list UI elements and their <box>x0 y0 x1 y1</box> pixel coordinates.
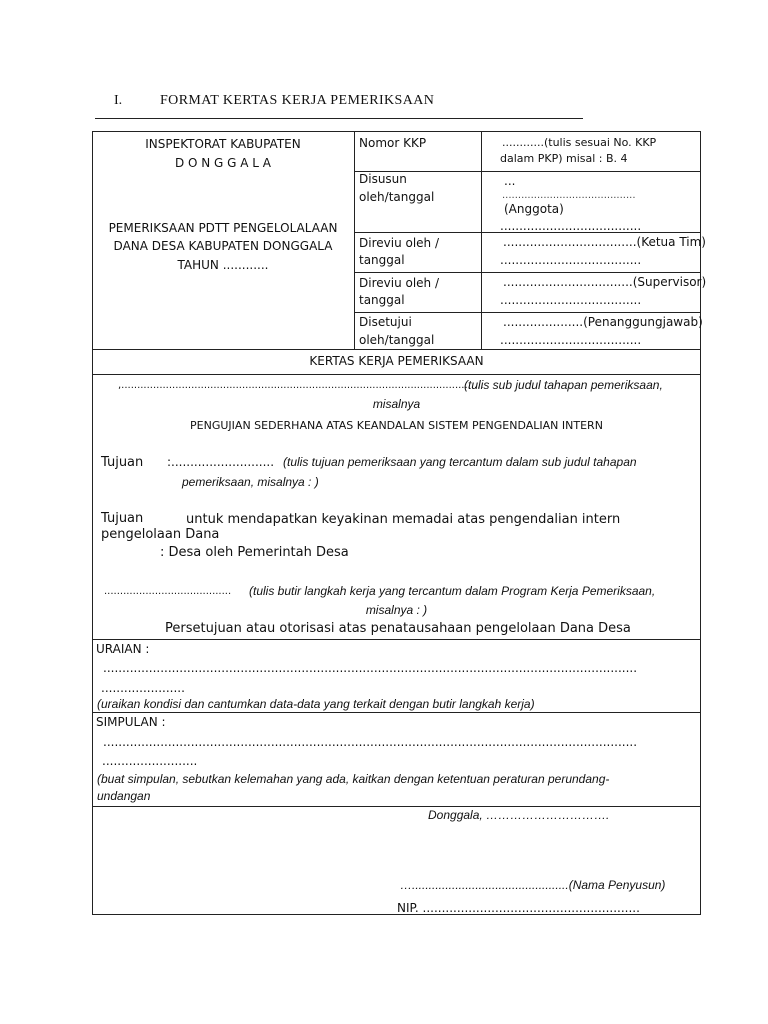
audit-year: TAHUN ............ <box>177 258 269 272</box>
simpulan-note-cont: undangan <box>97 789 151 803</box>
simpulan-note: (buat simpulan, sebutkan kelemahan yang ada, kaitkan dengan ketentuan peraturan perundang- <box>97 772 610 786</box>
row-label: tanggal <box>359 293 405 307</box>
header-divider-left <box>354 131 355 349</box>
simpulan-dots: ......................... <box>102 754 198 768</box>
langkah-dots: ........................................ <box>104 586 232 597</box>
row-value: ..................................... <box>500 253 642 267</box>
signature-name: …...............................................(Nama Penyusun) <box>400 878 666 892</box>
row-label: Direviu oleh / <box>359 276 440 290</box>
audit-title-line2: DANA DESA KABUPATEN DONGGALA <box>113 239 333 253</box>
row-value: .......................................... <box>502 190 636 201</box>
signature-place-date: Donggala, …………………………. <box>428 808 610 822</box>
tujuan-note: (tulis tujuan pemeriksaan yang tercantum dalam sub judul tahapan <box>283 455 637 469</box>
page-title: FORMAT KERTAS KERJA PEMERIKSAAN <box>160 93 435 108</box>
audit-title-line1: PEMERIKSAAN PDTT PENGELOLALAAN <box>108 221 338 235</box>
subtitle-example: PENGUJIAN SEDERHANA ATAS KEANDALAN SISTEM PENGENDALIAN INTERN <box>190 419 603 432</box>
subtitle-dots: ,.................................................................................................................. <box>118 380 484 391</box>
simpulan-label: SIMPULAN : <box>96 715 166 729</box>
row-label: Disetujui <box>359 315 412 329</box>
langkah-note-cont: misalnya : ) <box>365 603 428 617</box>
org-name: INSPEKTORAT KABUPATEN <box>145 137 301 151</box>
tujuan-note-cont: pemeriksaan, misalnya : ) <box>182 475 319 489</box>
uraian-dots: ............................................................................................................................................ <box>103 661 638 675</box>
tujuan-example-label: Tujuan <box>101 511 144 526</box>
section-divider <box>92 712 701 713</box>
tujuan-dots: :........................... <box>167 455 275 469</box>
section-divider <box>92 806 701 807</box>
signature-nip: NIP. ......................................................... <box>397 901 640 915</box>
tujuan-label: Tujuan <box>101 455 144 470</box>
subtitle-note: (tulis sub judul tahapan pemeriksaan, <box>464 378 663 392</box>
row-value: .....................(Penanggungjawab) <box>503 315 703 329</box>
kkp-title: KERTAS KERJA PEMERIKSAAN <box>309 354 484 368</box>
row-label: oleh/tanggal <box>359 190 435 204</box>
row-value: ..................................... <box>500 293 642 307</box>
row-label: Direviu oleh / <box>359 236 440 250</box>
uraian-label: URAIAN : <box>96 642 150 656</box>
header-divider-right <box>481 131 482 349</box>
row-value: ...................................(Ketua Tim) <box>503 235 706 249</box>
row-label: oleh/tanggal <box>359 333 435 347</box>
langkah-note: (tulis butir langkah kerja yang tercantum dalam Program Kerja Pemeriksaan, <box>249 584 656 598</box>
row-line <box>354 312 701 313</box>
tujuan-example-text: untuk mendapatkan keyakinan memadai atas pengendalian intern <box>186 512 621 527</box>
uraian-note: (uraikan kondisi dan cantumkan data-data yang terkait dengan butir langkah kerja) <box>97 697 535 711</box>
section-number: I. <box>114 93 123 108</box>
uraian-dots: ...................... <box>101 681 185 695</box>
subtitle-note-cont: misalnya <box>372 397 421 411</box>
row-value: dalam PKP) misal : B. 4 <box>500 152 628 165</box>
row-value: ............(tulis sesuai No. KKP <box>502 136 657 149</box>
section-divider <box>92 639 701 640</box>
header-bottom-line <box>92 349 701 350</box>
title-underline <box>95 118 583 119</box>
row-value: ..................................(Supervisor) <box>503 275 707 289</box>
row-label: Disusun <box>359 172 407 186</box>
row-label: tanggal <box>359 253 405 267</box>
org-region: D O N G G A L A <box>174 156 272 170</box>
langkah-example: Persetujuan atau otorisasi atas penatausahaan pengelolaan Dana Desa <box>165 621 631 636</box>
row-value: ..................................... <box>500 333 642 347</box>
row-role: (Anggota) <box>504 202 564 216</box>
row-value: ..................................... <box>500 219 642 233</box>
kkp-title-bottom-line <box>92 374 701 375</box>
row-value: ... <box>504 174 516 188</box>
row-line <box>354 272 701 273</box>
simpulan-dots: ............................................................................................................................................ <box>103 735 638 749</box>
row-label: Nomor KKP <box>359 136 427 150</box>
tujuan-example-text: pengelolaan Dana <box>101 527 220 542</box>
tujuan-example-text: : Desa oleh Pemerintah Desa <box>160 545 349 560</box>
